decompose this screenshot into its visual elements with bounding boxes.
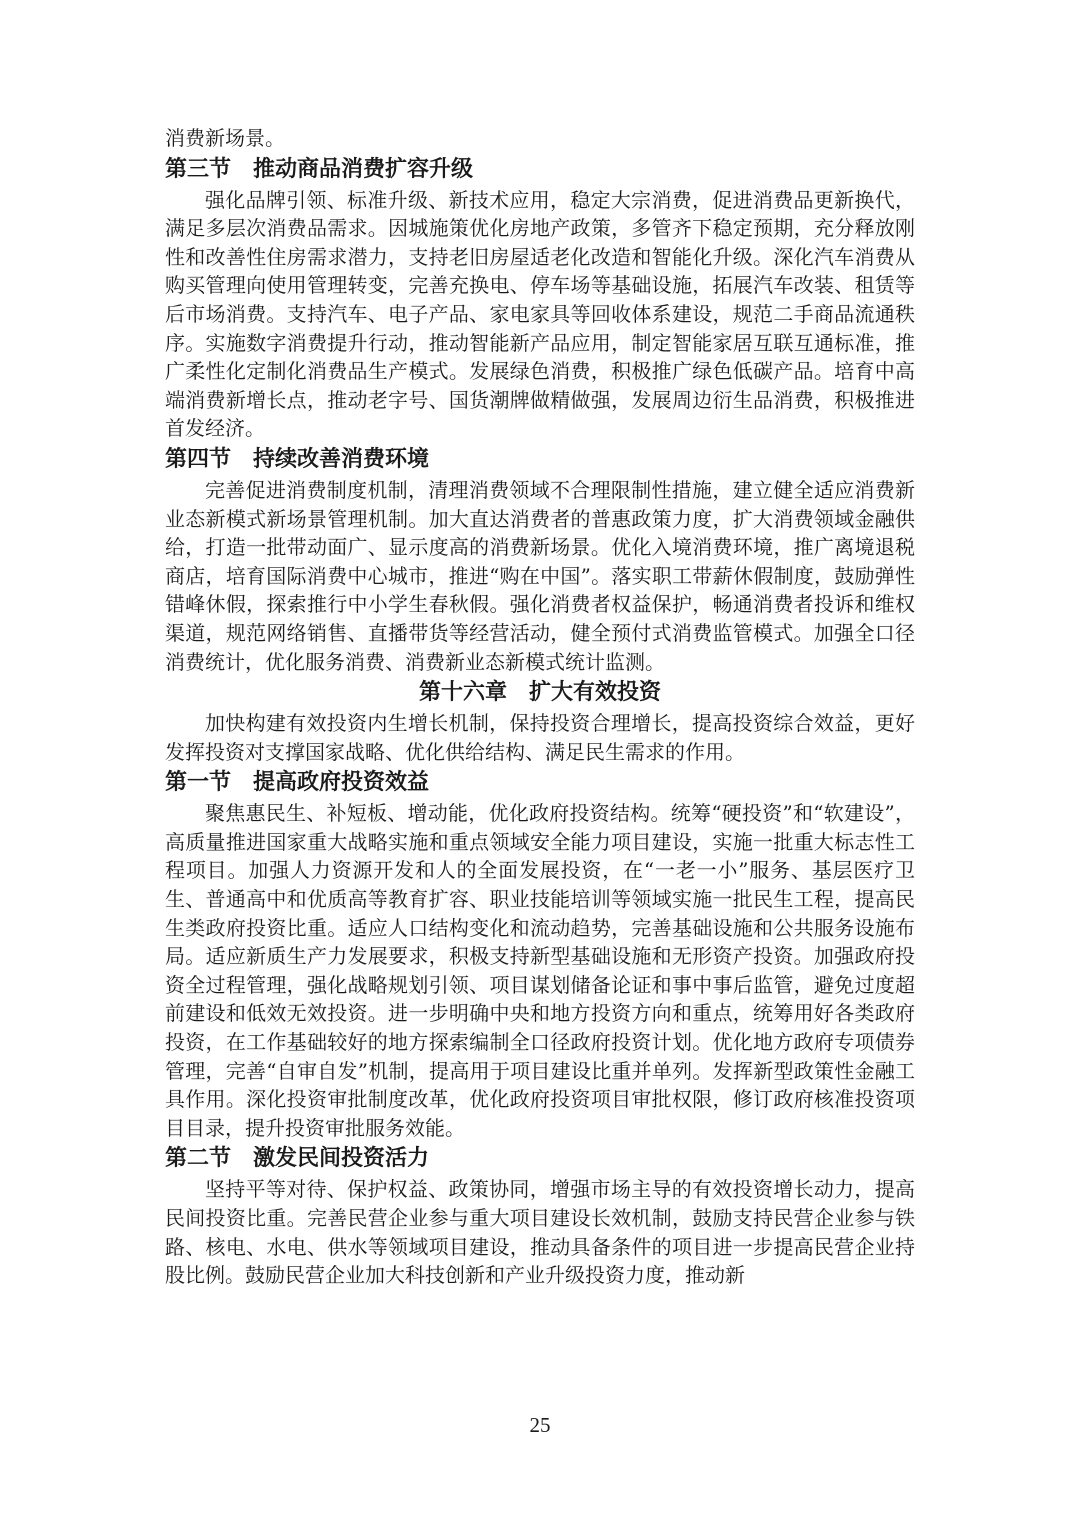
section-heading-4: 第四节 持续改善消费环境 bbox=[165, 446, 430, 472]
paragraph: 坚持平等对待、保护权益、政策协同，增强市场主导的有效投资增长动力，提高民间投资比重。完善民营企业参与重大项目建设长效机制，鼓励支持民营企业参与铁路、核电、水电、供水等领域项目建设，推动具备条件的项目进一步提高民营企业持股比例。鼓励民营企业加大科技创新和产业升级投资力度，推动新 bbox=[165, 1177, 915, 1288]
paragraph: 聚焦惠民生、补短板、增动能，优化政府投资结构。统筹“硬投资”和“软建设”，高质量推进国家重大战略实施和重点领域安全能力项目建设，实施一批重大标志性工程项目。加强人力资源开发和人的全面发展投资，在“一老一小”服务、基层医疗卫生、普通高中和优质高等教育扩容、职业技能培训等领域实施一批民生工程，提高民生类政府投资比重。适应人口结构变化和流动趋势，完善基础设施和公共服务设施布局。适应新质生产力发展要求，积极支持新型基础设施和无形资产投资。加强政府投资全过程管理，强化战略规划引领、项目谋划储备论证和事中事后监管，避免过度超前建设和低效无效投资。进一步明确中央和地方投资方向和重点，统筹用好各类政府投资，在工作基础较好的地方探索编制全口径政府投资计划。优化地方政府专项债券管理，完善“自审自发”机制，提高用于项目建设比重并单列。发挥新型政策性金融工具作用。深化投资审批制度改革，优化政府投资项目审批权限，修订政府核准投资项目目录，提升投资审批服务效能。 bbox=[165, 801, 915, 1140]
section-heading-3: 第三节 推动商品消费扩容升级 bbox=[165, 156, 474, 182]
document-body bbox=[165, 124, 915, 1290]
paragraph: 完善促进消费制度机制，清理消费领域不合理限制性措施，建立健全适应消费新业态新模式新场景管理机制。加大直达消费者的普惠政策力度，扩大消费领域金融供给，打造一批带动面广、显示度高的消费新场景。优化入境消费环境，推广离境退税商店，培育国际消费中心城市，推进“购在中国”。落实职工带薪休假制度，鼓励弹性错峰休假，探索推行中小学生春秋假。强化消费者权益保护，畅通消费者投诉和维权渠道，规范网络销售、直播带货等经营活动，健全预付式消费监管模式。加强全口径消费统计，优化服务消费、消费新业态新模式统计监测。 bbox=[165, 477, 915, 674]
page-number: 25 bbox=[529, 1413, 551, 1437]
paragraph: 加快构建有效投资内生增长机制，保持投资合理增长，提高投资综合效益，更好发挥投资对支撑国家战略、优化供给结构、满足民生需求的作用。 bbox=[165, 711, 915, 764]
chapter-heading: 第十六章 扩大有效投资 bbox=[418, 680, 661, 706]
section-heading-2: 第二节 激发民间投资活力 bbox=[165, 1146, 430, 1172]
section-heading-1: 第一节 提高政府投资效益 bbox=[165, 770, 430, 796]
paragraph: 强化品牌引领、标准升级、新技术应用，稳定大宗消费，促进消费品更新换代，满足多层次消费品需求。因城施策优化房地产政策，多管齐下稳定预期，充分释放刚性和改善性住房需求潜力，支持老旧房屋适老化改造和智能化升级。深化汽车消费从购买管理向使用管理转变，完善充换电、停车场等基础设施，拓展汽车改装、租赁等后市场消费。支持汽车、电子产品、家电家具等回收体系建设，规范二手商品流通秩序。实施数字消费提升行动，推动智能新产品应用，制定智能家居互联互通标准，推广柔性化定制化消费品生产模式。发展绿色消费，积极推广绿色低碳产品。培育中高端消费新增长点，推动老字号、国货潮牌做精做强，发展周边衍生品消费，积极推进首发经济。 bbox=[165, 187, 915, 441]
paragraph-continued: 消费新场景。 bbox=[165, 126, 285, 150]
